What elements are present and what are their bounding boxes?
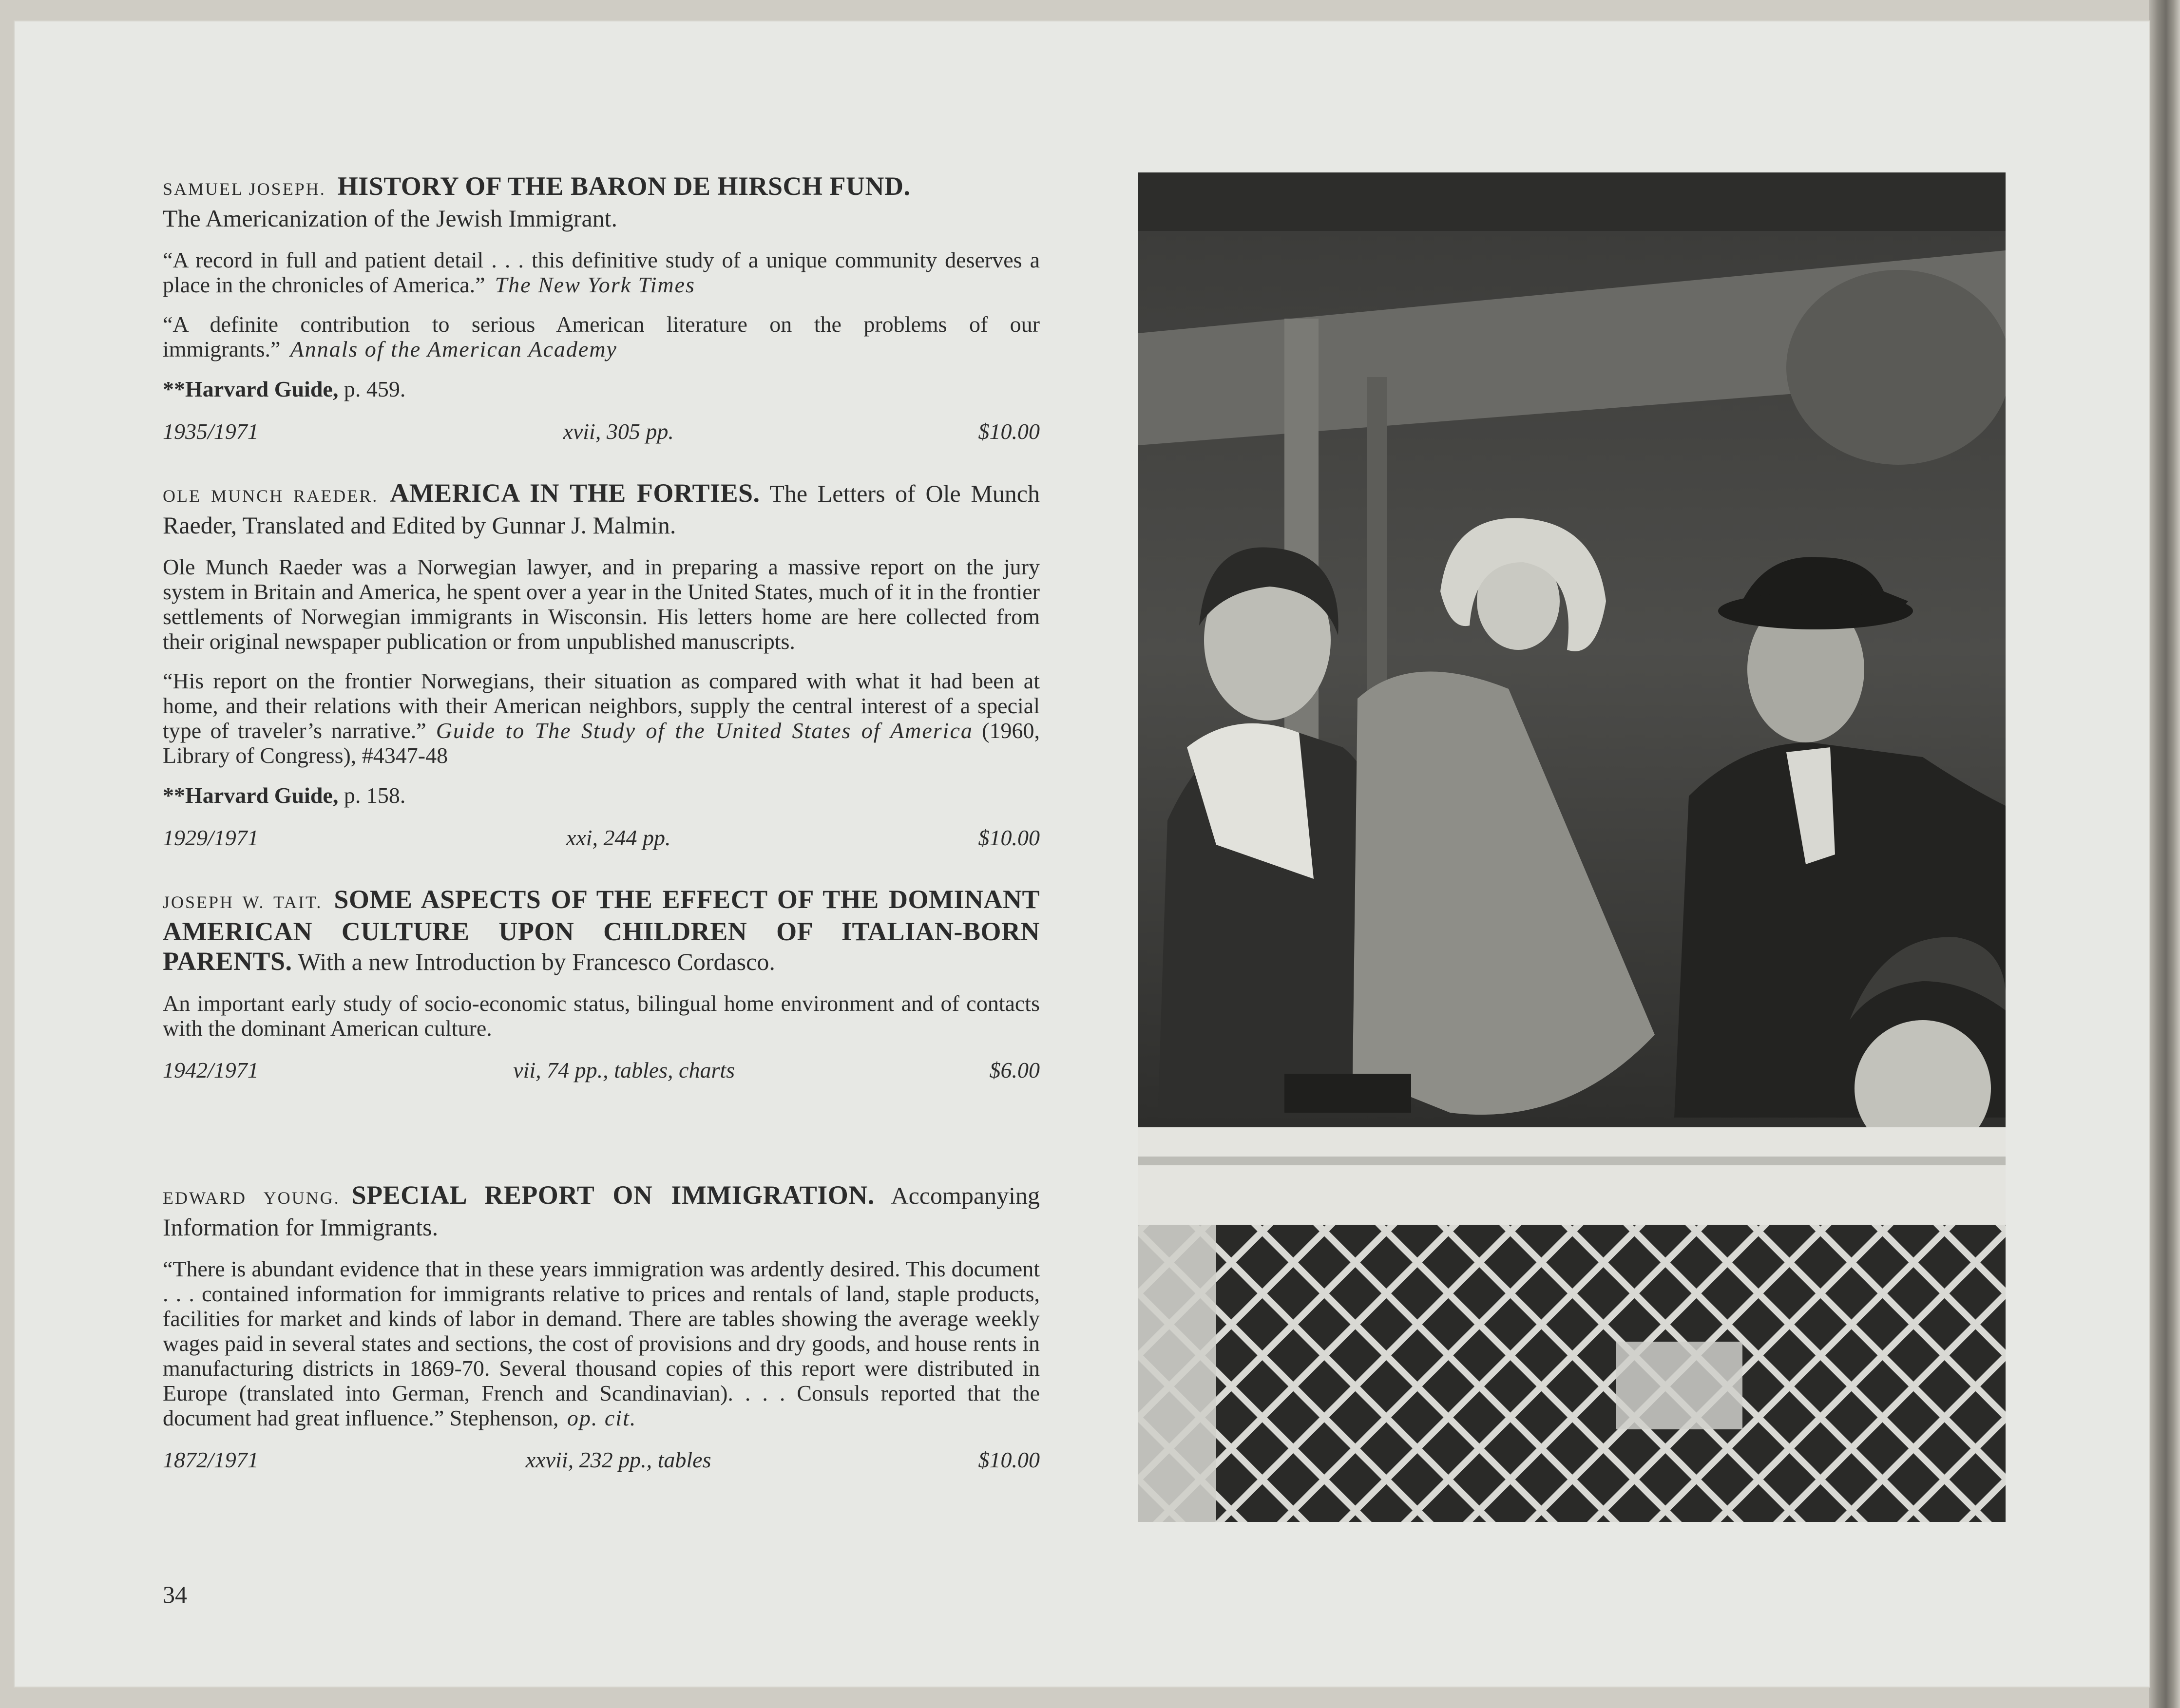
entry-subtitle: The Americanization of the Jewish Immigrant. bbox=[163, 205, 618, 232]
review-quote: “His report on the frontier Norwegians, their situation as compared with what it had been at home, and their relations with their American neighbors, supply the central interest of a special type of traveler’s narrative.” Guide to The Study of the United States of America (1960, Library of Congress), #4347-48 bbox=[163, 668, 1040, 768]
quote-source: op. cit. bbox=[567, 1405, 637, 1430]
entry-title: SPECIAL REPORT ON IMMIGRATION. bbox=[351, 1180, 875, 1210]
entry-dates: 1872/1971 bbox=[163, 1447, 259, 1472]
entry-dates: 1935/1971 bbox=[163, 419, 259, 444]
entry-price: $10.00 bbox=[978, 419, 1040, 444]
entry-heading bbox=[163, 1180, 1040, 1242]
entry-subtitle: Accompanying Information for Immigrants. bbox=[163, 1182, 1040, 1241]
quote-source: The New York Times bbox=[495, 272, 695, 297]
book-entry bbox=[163, 1180, 1040, 1473]
entry-heading bbox=[163, 171, 1040, 233]
review-quote: “A definite contribution to serious American literature on the problems of our immigrants.” Annals of the American Academy bbox=[163, 312, 1040, 361]
entry-dates: 1942/1971 bbox=[163, 1058, 259, 1082]
entry-heading bbox=[163, 885, 1040, 976]
entry-pages: xvii, 305 pp. bbox=[563, 419, 674, 444]
entry-description: Ole Munch Raeder was a Norwegian lawyer, and in preparing a massive report on the jury system in Britain and America, he spent over a year in the United States, much of it in the frontier settlements of Norwegian immigrants in Wisconsin. His letters home are here collected from their original newspaper publication or from unpublished manuscripts. bbox=[163, 554, 1040, 654]
entry-pages: vii, 74 pp., tables, charts bbox=[513, 1058, 735, 1082]
entry-subtitle: With a new Introduction by Francesco Cordasco. bbox=[298, 948, 775, 975]
entry-pages: xxvii, 232 pp., tables bbox=[525, 1447, 711, 1472]
entry-pages: xxi, 244 pp. bbox=[566, 825, 671, 850]
entry-publication-info bbox=[163, 825, 1040, 851]
entry-price: $6.00 bbox=[989, 1058, 1040, 1082]
entry-description: An important early study of socio-economic status, bilingual home environment and of contacts with the dominant American culture. bbox=[163, 991, 1040, 1041]
entry-title: SOME ASPECTS OF THE EFFECT OF THE DOMINANT AMERICAN CULTURE UPON CHILDREN OF ITALIAN-BORN PARENTS. bbox=[163, 885, 1040, 976]
book-spine-edge bbox=[2149, 0, 2180, 1708]
harvard-guide-ref: **Harvard Guide, p. 158. bbox=[163, 783, 406, 808]
entry-author: EDWARD YOUNG. bbox=[163, 1188, 340, 1208]
entry-price: $10.00 bbox=[978, 1447, 1040, 1472]
review-quote: “There is abundant evidence that in these years immigration was ardently desired. This document . . . contained information for immigrants relative to prices and rentals of land, staple products, facilities for market and kinds of labor in demand. There are tables showing the average weekly wages paid in several states and sections, the cost of provisions and dry goods, and house rents in manufacturing districts in 1869-70. Several thousand copies of this report were distributed in Europe (translated into German, French and Scandinavian). . . . Consuls reported that the document had great influence.” Stephenson, op. cit. bbox=[163, 1256, 1040, 1430]
entry-subtitle: The Letters of Ole Munch Raeder, Translated and Edited by Gunnar J. Malmin. bbox=[163, 480, 1040, 539]
book-entry bbox=[163, 171, 1040, 444]
entry-author: JOSEPH W. TAIT. bbox=[163, 892, 323, 912]
entry-author: OLE MUNCH RAEDER. bbox=[163, 486, 379, 506]
entry-dates: 1929/1971 bbox=[163, 825, 259, 850]
book-listings-column bbox=[163, 171, 1040, 1507]
entry-title: HISTORY OF THE BARON DE HIRSCH FUND. bbox=[337, 171, 911, 201]
harvard-guide-ref: **Harvard Guide, p. 459. bbox=[163, 377, 406, 401]
quote-source: Guide to The Study of the United States of America bbox=[436, 718, 973, 743]
entry-author: SAMUEL JOSEPH. bbox=[163, 179, 326, 199]
entry-price: $10.00 bbox=[978, 825, 1040, 850]
entry-publication-info bbox=[163, 1057, 1040, 1083]
quote-source: Annals of the American Academy bbox=[290, 337, 617, 361]
entry-title: AMERICA IN THE FORTIES. bbox=[390, 478, 760, 508]
review-quote: “A record in full and patient detail . . . this definitive study of a unique community deserves a place in the chronicles of America.” The New York Times bbox=[163, 247, 1040, 297]
entry-publication-info bbox=[163, 418, 1040, 444]
book-entry bbox=[163, 885, 1040, 1083]
entry-heading bbox=[163, 478, 1040, 540]
page-number: 34 bbox=[163, 1581, 187, 1608]
entry-publication-info bbox=[163, 1447, 1040, 1473]
book-entry bbox=[163, 478, 1040, 851]
immigrant-family-photograph bbox=[1138, 172, 2006, 1522]
